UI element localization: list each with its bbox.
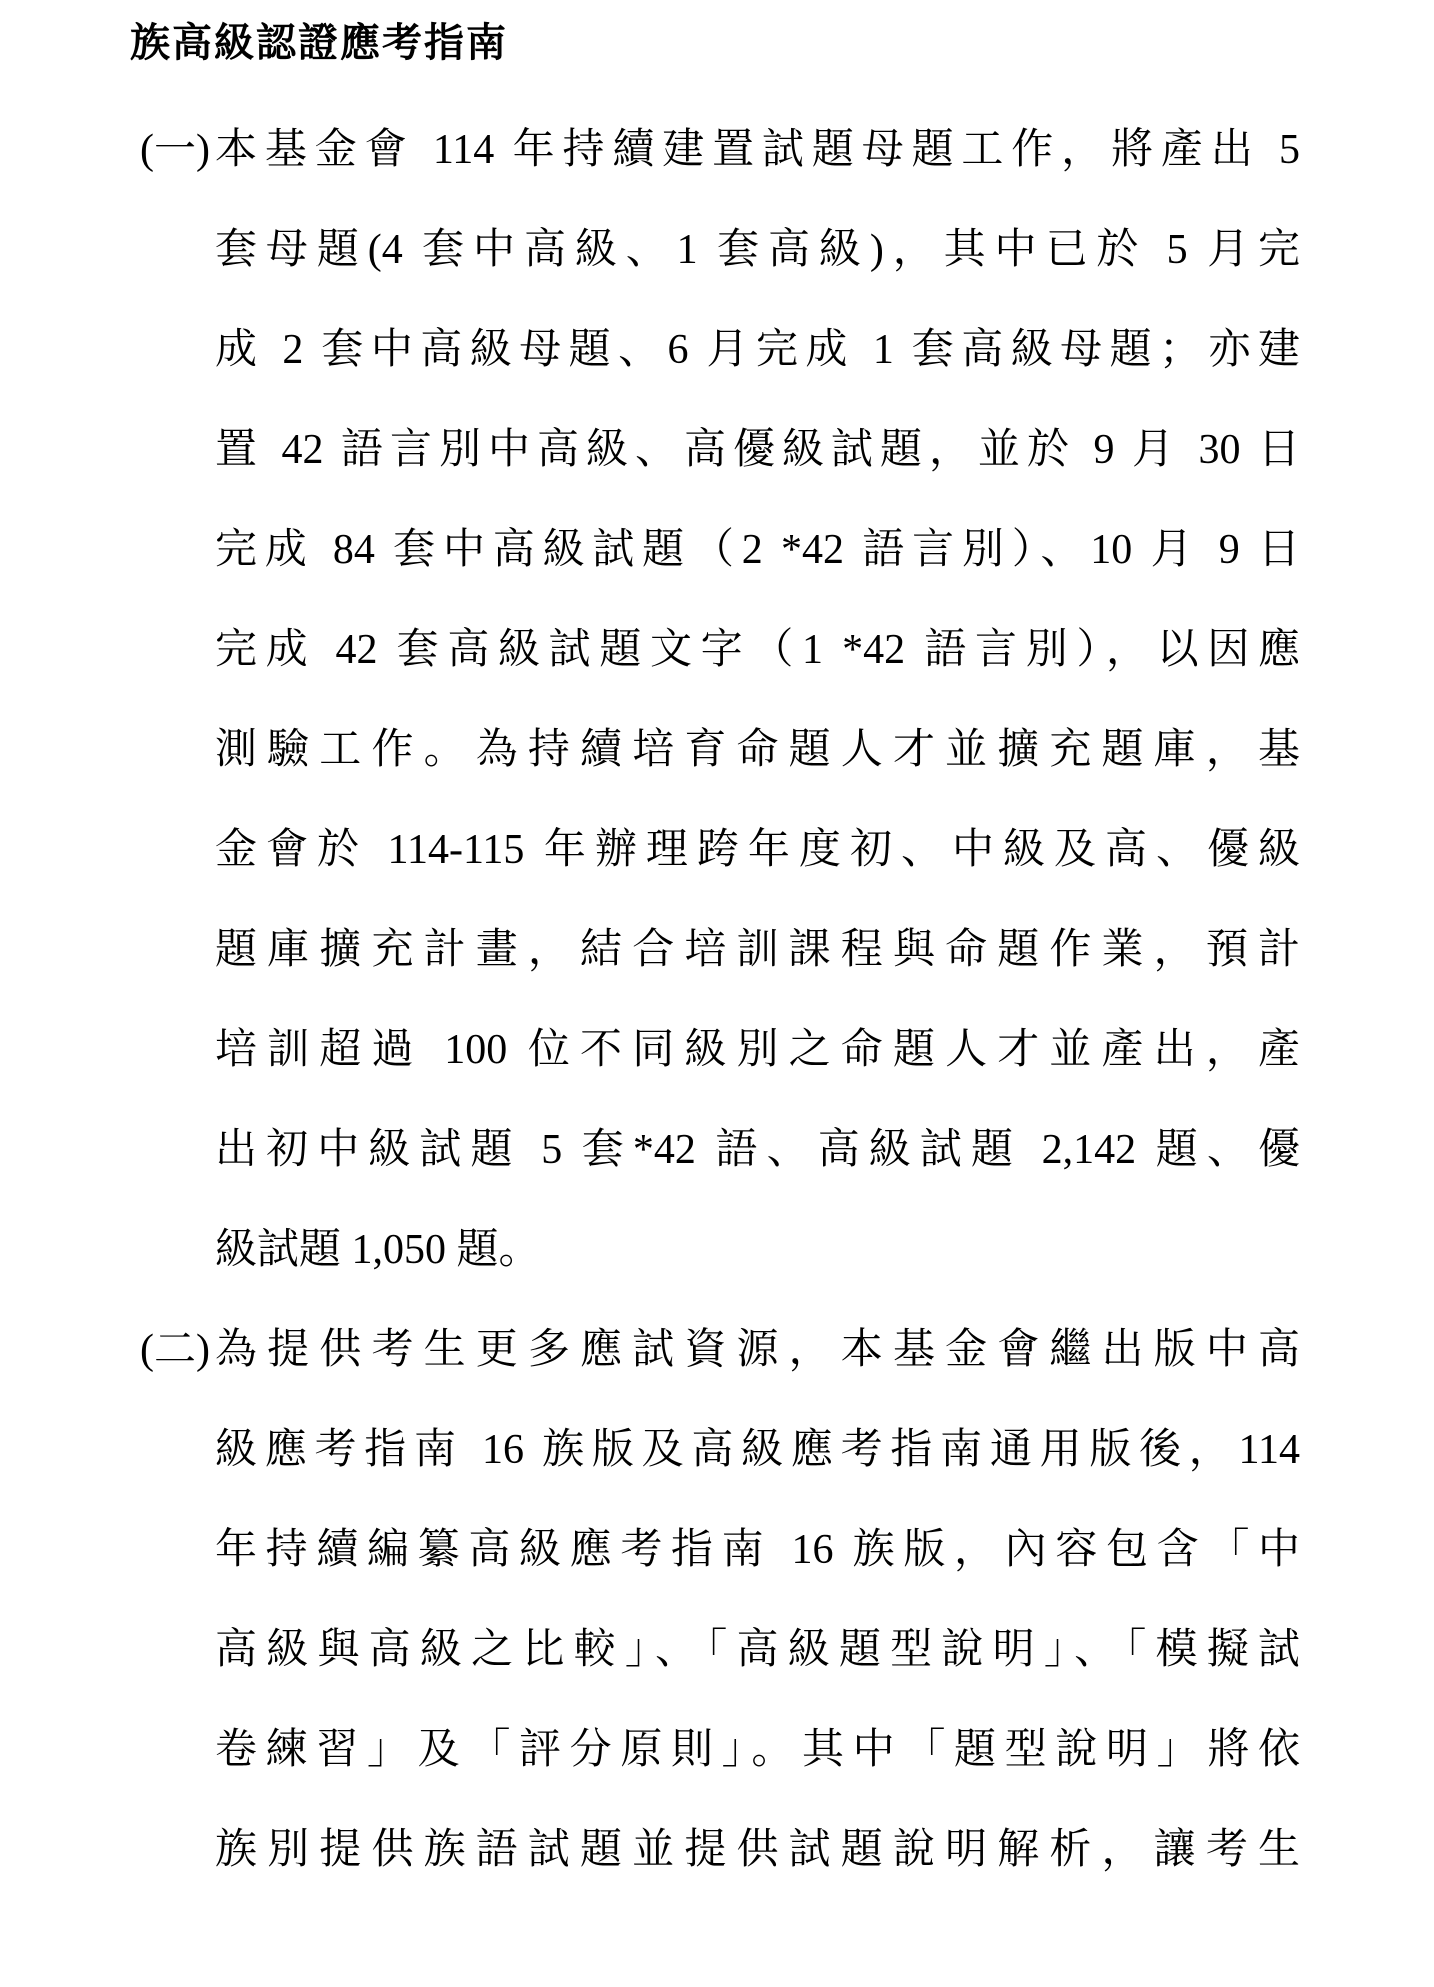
item-2-marker: (二): [140, 1327, 210, 1373]
text-line: 高級與高級之比較」、「高級題型說明」、「模擬試: [215, 1627, 1300, 1673]
text-line: 成 2 套中高級母題、6 月完成 1 套高級母題；亦建: [215, 327, 1300, 373]
list-item-1: [140, 100, 1300, 1300]
item-1-marker: (一): [140, 127, 210, 173]
text-line: 本基金會 114 年持續建置試題母題工作，將產出 5: [215, 127, 1300, 173]
text-line: 族別提供族語試題並提供試題說明解析，讓考生: [215, 1827, 1300, 1873]
text-line: 為提供考生更多應試資源，本基金會繼出版中高: [215, 1327, 1300, 1373]
text-line: 金會於 114-115 年辦理跨年度初、中級及高、優級: [215, 827, 1300, 873]
text-line: 培訓超過 100 位不同級別之命題人才並產出，產: [215, 1027, 1300, 1073]
text-line: 年持續編纂高級應考指南 16 族版，內容包含「中: [215, 1527, 1300, 1573]
text-line: 完成 42 套高級試題文字（1 *42 語言別），以因應: [215, 627, 1300, 673]
text-line: 卷練習」及「評分原則」。其中「題型說明」將依: [215, 1727, 1300, 1773]
list-item-2: [140, 1300, 1300, 1900]
text-line: 置 42 語言別中高級、高優級試題，並於 9 月 30 日: [215, 427, 1300, 473]
text-line: 完成 84 套中高級試題（2 *42 語言別）、10 月 9 日: [215, 527, 1300, 573]
text-line: 級應考指南 16 族版及高級應考指南通用版後，114: [215, 1427, 1300, 1473]
text-line: 出初中級試題 5 套*42 語、高級試題 2,142 題、優: [215, 1127, 1300, 1173]
text-line: 級試題 1,050 題。: [215, 1227, 541, 1273]
text-line: 測驗工作。為持續培育命題人才並擴充題庫，基: [215, 727, 1300, 773]
page-title: 族高級認證應考指南: [130, 20, 508, 65]
text-line: 套母題(4 套中高級、1 套高級)，其中已於 5 月完: [215, 227, 1300, 273]
text-line: 題庫擴充計畫，結合培訓課程與命題作業，預計: [215, 927, 1300, 973]
